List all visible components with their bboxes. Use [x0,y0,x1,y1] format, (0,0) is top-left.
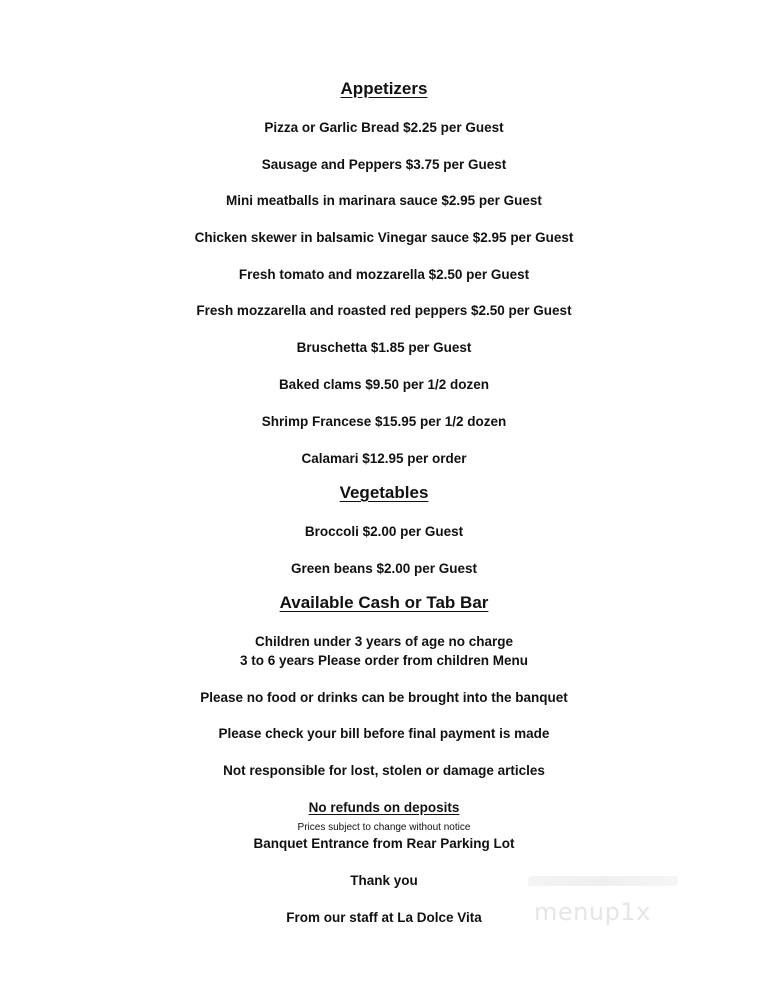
check-bill-note: Please check your bill before final payment is made [218,726,550,741]
appetizer-item: Mini meatballs in marinara sauce $2.95 per Guest [226,193,542,208]
appetizer-item: Calamari $12.95 per order [301,451,467,466]
no-food-note: Please no food or drinks can be brought into the banquet [200,690,568,705]
appetizer-item: Shrimp Francese $15.95 per 1/2 dozen [261,414,507,429]
vegetable-item: Green beans $2.00 per Guest [290,561,478,576]
children-note-line-1: Children under 3 years of age no charge [254,634,514,649]
watermark-blur [528,876,678,886]
entrance-note: Banquet Entrance from Rear Parking Lot [253,836,515,851]
appetizer-item: Fresh mozzarella and roasted red peppers $2.50 per Guest [196,303,572,318]
children-note-line-2: 3 to 6 years Please order from children Menu [239,653,529,668]
vegetable-item: Broccoli $2.00 per Guest [304,524,464,539]
appetizer-item: Chicken skewer in balsamic Vinegar sauce $2.95 per Guest [194,230,574,245]
appetizer-item: Sausage and Peppers $3.75 per Guest [261,157,507,172]
appetizer-item: Baked clams $9.50 per 1/2 dozen [278,377,490,392]
vegetables-heading: Vegetables [339,483,429,502]
appetizers-heading: Appetizers [340,79,428,98]
appetizer-item: Pizza or Garlic Bread $2.25 per Guest [264,120,504,135]
prices-subject-note: Prices subject to change without notice [297,822,471,833]
thank-you-note: Thank you [350,873,418,888]
not-responsible-note: Not responsible for lost, stolen or damage articles [223,763,545,778]
bar-heading: Available Cash or Tab Bar [279,593,489,612]
appetizer-item: Bruschetta $1.85 per Guest [296,340,472,355]
no-refunds-note: No refunds on deposits [308,800,460,815]
appetizer-item: Fresh tomato and mozzarella $2.50 per Guest [238,267,530,282]
from-staff-note: From our staff at La Dolce Vita [286,910,482,925]
menupix-watermark-logo: menup1x [534,898,651,926]
